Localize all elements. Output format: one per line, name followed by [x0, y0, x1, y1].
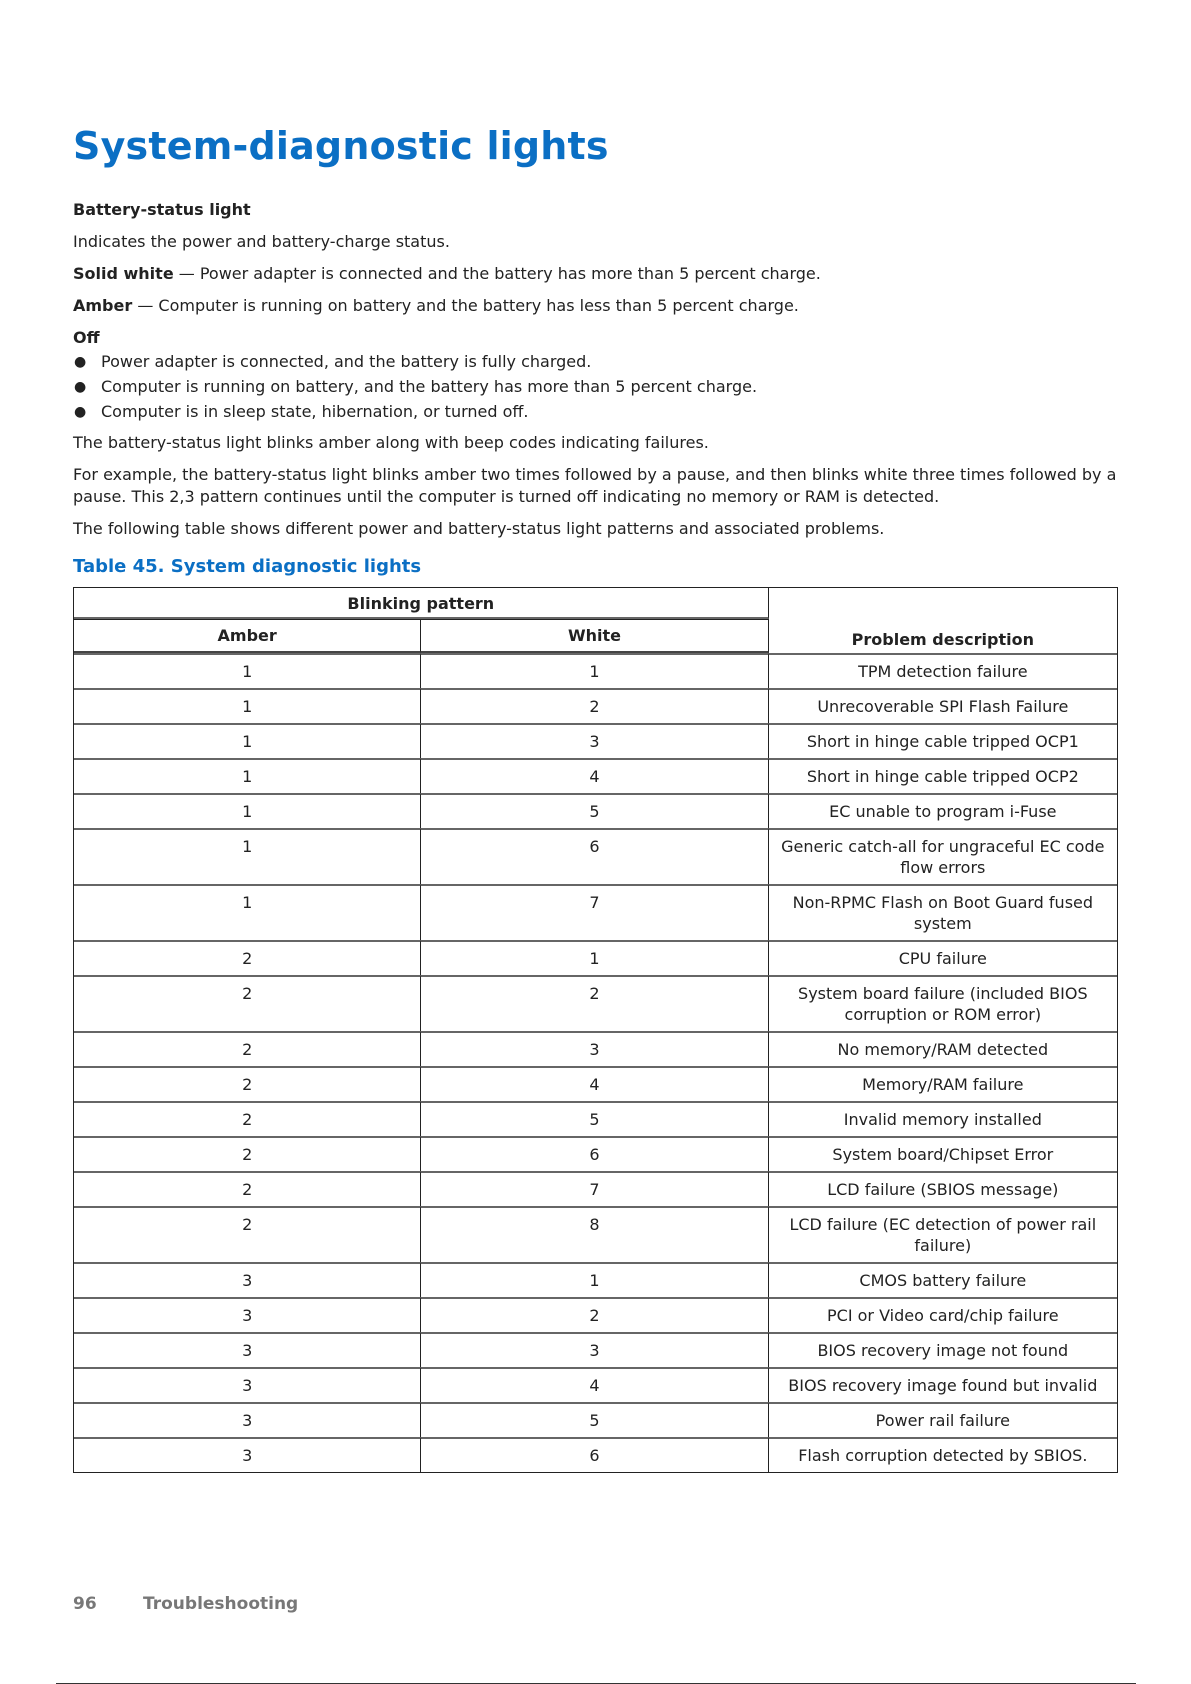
table-row — [74, 1367, 1117, 1402]
blink-paragraph: The battery-status light blinks amber along with beep codes indicating failures. — [73, 433, 709, 452]
white-count-cell: 5 — [421, 793, 768, 828]
amber-column-header: Amber — [74, 619, 421, 653]
amber-count-cell: 3 — [74, 1367, 421, 1402]
table-row — [74, 1206, 1117, 1262]
table-body — [74, 653, 1117, 1472]
amber-count-cell: 1 — [74, 793, 421, 828]
table-row — [74, 940, 1117, 975]
white-count-cell: 1 — [421, 1262, 768, 1297]
white-count-cell: 6 — [421, 1136, 768, 1171]
problem-description-cell: Memory/RAM failure — [769, 1066, 1117, 1101]
amber-count-cell: 2 — [74, 1206, 421, 1262]
bullet-icon: ● — [74, 354, 87, 370]
amber-count-cell: 2 — [74, 1136, 421, 1171]
problem-description-cell: CMOS battery failure — [769, 1262, 1117, 1297]
section-name: Troubleshooting — [143, 1594, 299, 1614]
solid-white-text: — Power adapter is connected and the battery has more than 5 percent charge. — [173, 264, 821, 283]
problem-description-cell: System board/Chipset Error — [769, 1136, 1117, 1171]
amber-count-cell: 1 — [74, 688, 421, 723]
problem-description-cell: BIOS recovery image found but invalid — [769, 1367, 1117, 1402]
white-count-cell: 5 — [421, 1402, 768, 1437]
table-row — [74, 653, 1117, 688]
amber-count-cell: 2 — [74, 975, 421, 1031]
table-row — [74, 1136, 1117, 1171]
white-count-cell: 3 — [421, 1031, 768, 1066]
white-count-cell: 1 — [421, 653, 768, 688]
white-count-cell: 5 — [421, 1101, 768, 1136]
amber-count-cell: 2 — [74, 1066, 421, 1101]
amber-count-cell: 1 — [74, 653, 421, 688]
white-count-cell: 3 — [421, 1332, 768, 1367]
bullet-icon: ● — [74, 379, 87, 395]
problem-description-cell: Generic catch-all for ungraceful EC code flow errors — [769, 828, 1117, 884]
table-row — [74, 884, 1117, 940]
page-footer — [73, 1594, 298, 1614]
list-item: ● Power adapter is connected, and the battery is fully charged. — [74, 352, 592, 371]
table-row — [74, 1031, 1117, 1066]
solid-white-paragraph — [73, 263, 1118, 285]
amber-count-cell: 3 — [74, 1332, 421, 1367]
example-paragraph: For example, the battery-status light blinks amber two times followed by a pause, and then blinks white three times followed by a pause. This 2,3 pattern continues until the computer is turned off indicating no memory or RAM is detected. — [73, 465, 1117, 506]
problem-description-cell: System board failure (included BIOS corruption or ROM error) — [769, 975, 1117, 1031]
problem-description-header: Problem description — [851, 630, 1034, 649]
table-row — [74, 1262, 1117, 1297]
white-count-cell: 6 — [421, 1437, 768, 1472]
white-count-cell: 4 — [421, 1066, 768, 1101]
white-count-cell: 2 — [421, 1297, 768, 1332]
list-item: ● Computer is running on battery, and the battery has more than 5 percent charge. — [74, 377, 758, 396]
table-row — [74, 1332, 1117, 1367]
table-row — [74, 1101, 1117, 1136]
white-count-cell: 3 — [421, 723, 768, 758]
amber-paragraph — [73, 295, 1118, 317]
content-body — [73, 199, 1118, 1473]
table-row — [74, 1297, 1117, 1332]
amber-count-cell: 1 — [74, 723, 421, 758]
white-count-cell: 4 — [421, 758, 768, 793]
white-count-cell: 2 — [421, 688, 768, 723]
amber-count-cell: 3 — [74, 1437, 421, 1472]
problem-description-cell: Flash corruption detected by SBIOS. — [769, 1437, 1117, 1472]
battery-status-heading: Battery-status light — [73, 200, 251, 219]
problem-description-cell: BIOS recovery image not found — [769, 1332, 1117, 1367]
problem-description-cell: Power rail failure — [769, 1402, 1117, 1437]
white-count-cell: 4 — [421, 1367, 768, 1402]
white-count-cell: 6 — [421, 828, 768, 884]
white-column-header: White — [421, 619, 768, 653]
problem-description-cell: No memory/RAM detected — [769, 1031, 1117, 1066]
amber-count-cell: 2 — [74, 1101, 421, 1136]
table-intro-paragraph: The following table shows different power and battery-status light patterns and associated problems. — [73, 519, 885, 538]
problem-description-cell: Non-RPMC Flash on Boot Guard fused system — [769, 884, 1117, 940]
list-item: ● Computer is in sleep state, hibernation, or turned off. — [74, 402, 529, 421]
amber-count-cell: 2 — [74, 940, 421, 975]
amber-count-cell: 1 — [74, 828, 421, 884]
problem-description-cell: LCD failure (SBIOS message) — [769, 1171, 1117, 1206]
white-count-cell: 1 — [421, 940, 768, 975]
table-row — [74, 758, 1117, 793]
table-row — [74, 688, 1117, 723]
white-count-cell: 7 — [421, 884, 768, 940]
table-caption: Table 45. System diagnostic lights — [73, 556, 422, 577]
table-row — [74, 828, 1117, 884]
white-count-cell: 7 — [421, 1171, 768, 1206]
table-row — [74, 793, 1117, 828]
amber-count-cell: 2 — [74, 1031, 421, 1066]
problem-description-cell: Invalid memory installed — [769, 1101, 1117, 1136]
table-row — [74, 723, 1117, 758]
off-heading: Off — [73, 328, 100, 347]
table-row — [74, 975, 1117, 1031]
problem-description-cell: EC unable to program i-Fuse — [769, 793, 1117, 828]
problem-description-cell: Short in hinge cable tripped OCP2 — [769, 758, 1117, 793]
amber-count-cell: 2 — [74, 1171, 421, 1206]
problem-description-cell: TPM detection failure — [769, 653, 1117, 688]
diagnostic-lights-table — [73, 587, 1118, 1473]
solid-white-label: Solid white — [73, 264, 174, 283]
amber-count-cell: 1 — [74, 758, 421, 793]
amber-count-cell: 3 — [74, 1297, 421, 1332]
amber-count-cell: 1 — [74, 884, 421, 940]
problem-description-cell: Unrecoverable SPI Flash Failure — [769, 688, 1117, 723]
page-title: System-diagnostic lights — [73, 124, 609, 168]
amber-count-cell: 3 — [74, 1402, 421, 1437]
white-count-cell: 8 — [421, 1206, 768, 1262]
table-row — [74, 1402, 1117, 1437]
intro-paragraph: Indicates the power and battery-charge status. — [73, 232, 450, 251]
amber-label: Amber — [73, 296, 133, 315]
table-row — [74, 1171, 1117, 1206]
problem-description-cell: LCD failure (EC detection of power rail failure) — [769, 1206, 1117, 1262]
amber-text: — Computer is running on battery and the battery has less than 5 percent charge. — [132, 296, 799, 315]
problem-description-cell: Short in hinge cable tripped OCP1 — [769, 723, 1117, 758]
page-number: 96 — [73, 1594, 97, 1614]
amber-count-cell: 3 — [74, 1262, 421, 1297]
table-row — [74, 1437, 1117, 1472]
blinking-pattern-header: Blinking pattern — [74, 588, 769, 619]
table-row — [74, 1066, 1117, 1101]
bullet-icon: ● — [74, 404, 87, 420]
problem-description-cell: CPU failure — [769, 940, 1117, 975]
off-list — [73, 351, 1118, 423]
white-count-cell: 2 — [421, 975, 768, 1031]
problem-description-cell: PCI or Video card/chip failure — [769, 1297, 1117, 1332]
